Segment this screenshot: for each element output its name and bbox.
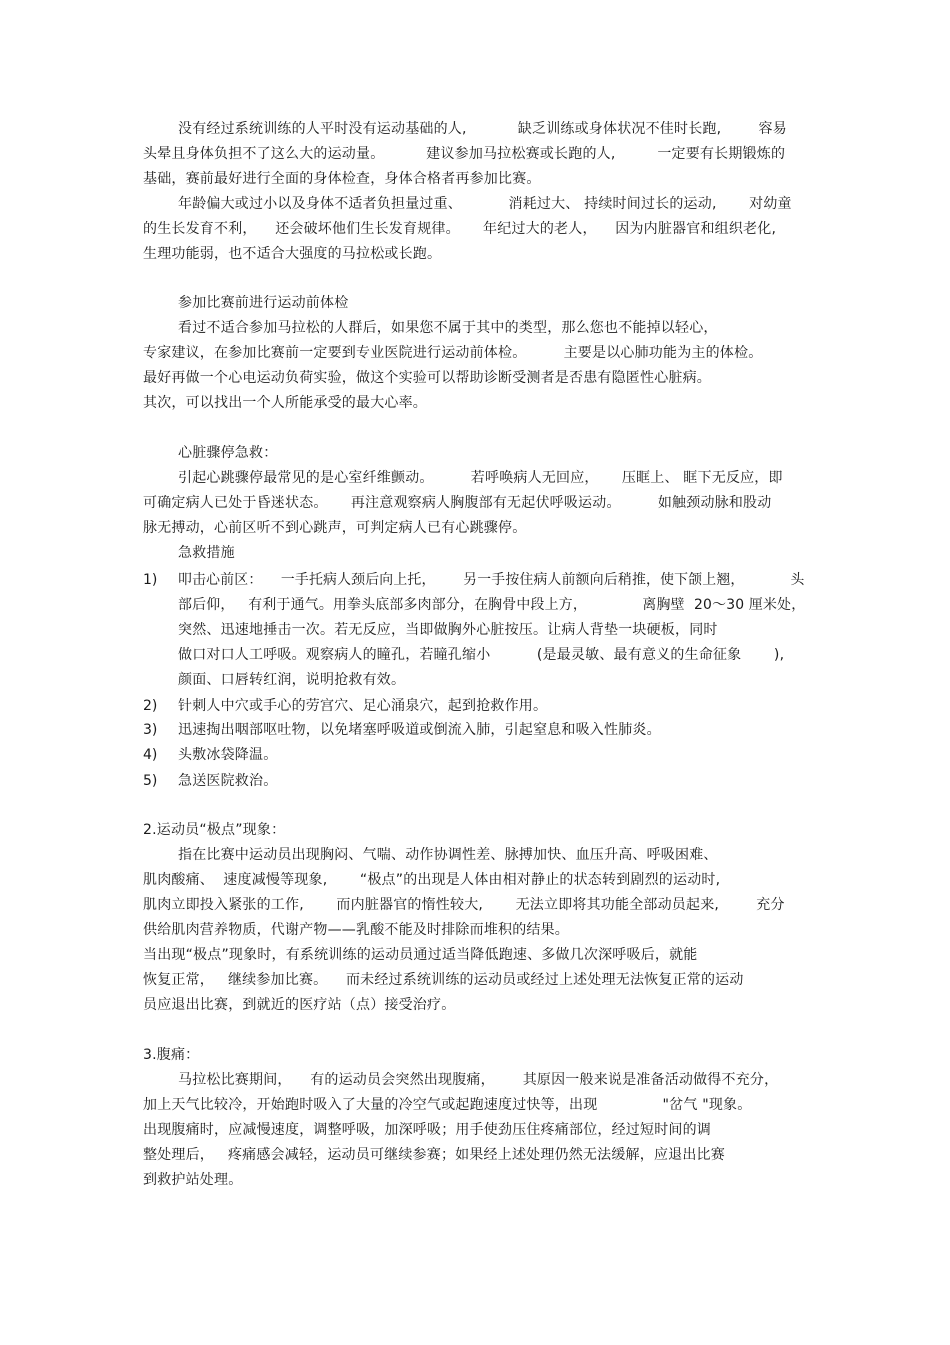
- text-line: 脉无搏动，心前区听不到心跳声，可判定病人已有心跳骤停。: [143, 520, 527, 536]
- text-line: 整处理后， 疼痛感会减轻，运动员可继续参赛；如果经上述处理仍然无法缓解，应退出比赛: [143, 1147, 725, 1163]
- text-line: 做口对口人工呼吸。观察病人的瞳孔，若瞳孔缩小 (是最灵敏、最有意义的生命征象 ),: [178, 647, 785, 663]
- text-line: 迅速掏出咽部呕吐物，以免堵塞呼吸道或倒流入肺，引起窒息和吸入性肺炎。: [178, 722, 661, 738]
- text-line: 的生长发育不利， 还会破坏他们生长发育规律。 年纪过大的老人， 因为内脏器官和组织老化,: [143, 221, 777, 237]
- section-heading-cardiac-arrest: 心脏骤停急救：: [178, 445, 278, 461]
- text-line: 头晕且身体负担不了这么大的运动量。 建议参加马拉松赛或长跑的人, 一定要有长期锻炼的: [143, 146, 786, 162]
- subheading-emergency-measures: 急救措施: [178, 545, 235, 561]
- text-line: 急送医院救治。: [178, 773, 278, 789]
- text-line: 当出现“极点”现象时，有系统训练的运动员通过适当降低跑速、多做几次深呼吸后，就能: [143, 947, 698, 963]
- text-line: 员应退出比赛，到就近的医疗站（点）接受治疗。: [143, 997, 456, 1013]
- text-line: 其次，可以找出一个人所能承受的最大心率。: [143, 395, 427, 411]
- section-heading-dead-point: 2.运动员“极点”现象：: [143, 822, 286, 838]
- text-line: 颜面、口唇转红润，说明抢救有效。: [178, 672, 406, 688]
- list-number: 5): [143, 773, 158, 789]
- text-line: 叩击心前区： 一手托病人颈后向上托， 另一手按住病人前额向后稍推，使下颌上翘， 头: [178, 572, 805, 588]
- text-line: 可确定病人已处于昏迷状态。 再注意观察病人胸腹部有无起伏呼吸运动。 如触颈动脉和股动: [143, 495, 772, 511]
- text-line: 突然、迅速地捶击一次。若无反应，当即做胸外心脏按压。让病人背垫一块硬板，同时: [178, 622, 718, 638]
- text-line: 到救护站处理。: [143, 1172, 243, 1188]
- text-line: 专家建议，在参加比赛前一定要到专业医院进行运动前体检。 主要是以心肺功能为主的体检。: [143, 345, 763, 361]
- text-line: 出现腹痛时，应减慢速度，调整呼吸，加深呼吸；用手使劲压住疼痛部位，经过短时间的调: [143, 1122, 711, 1138]
- text-line: 头敷冰袋降温。: [178, 747, 278, 763]
- list-number: 2): [143, 698, 158, 714]
- text-line: 马拉松比赛期间， 有的运动员会突然出现腹痛， 其原因一般来说是准备活动做得不充分，: [178, 1072, 779, 1088]
- list-number: 1): [143, 572, 158, 588]
- text-line: 部后仰， 有利于通气。用拳头底部多肉部分，在胸骨中段上方， 离胸壁 20～30 厘米处，: [178, 597, 806, 613]
- section-heading-abdominal-pain: 3.腹痛：: [143, 1047, 200, 1063]
- text-line: 没有经过系统训练的人平时没有运动基础的人, 缺乏训练或身体状况不佳时长跑, 容易: [178, 121, 787, 137]
- text-line: 加上天气比较冷，开始跑时吸入了大量的冷空气或起跑速度过快等，出现 "岔气 "现象。: [143, 1097, 752, 1113]
- text-line: 针刺人中穴或手心的劳宫穴、足心涌泉穴，起到抢救作用。: [178, 698, 548, 714]
- list-number: 3): [143, 722, 158, 738]
- text-line: 恢复正常， 继续参加比赛。 而未经过系统训练的运动员或经过上述处理无法恢复正常的运动: [143, 972, 744, 988]
- text-line: 指在比赛中运动员出现胸闷、气喘、动作协调性差、脉搏加快、血压升高、呼吸困难、: [178, 847, 718, 863]
- text-line: 基础，赛前最好进行全面的身体检查，身体合格者再参加比赛。: [143, 171, 541, 187]
- text-line: 引起心跳骤停最常见的是心室纤维颤动。 若呼唤病人无回应， 压眶上、 眶下无反应，即: [178, 470, 783, 486]
- text-line: 最好再做一个心电运动负荷实验，做这个实验可以帮助诊断受测者是否患有隐匿性心脏病。: [143, 370, 711, 386]
- section-heading-physical-exam: 参加比赛前进行运动前体检: [178, 295, 349, 311]
- text-line: 供给肌肉营养物质，代谢产物——乳酸不能及时排除而堆积的结果。: [143, 922, 569, 938]
- text-line: 肌肉酸痛、 速度减慢等现象, “极点”的出现是人体由相对静止的状态转到剧烈的运动时,: [143, 872, 721, 888]
- list-number: 4): [143, 747, 158, 763]
- text-line: 生理功能弱，也不适合大强度的马拉松或长跑。: [143, 246, 442, 262]
- text-line: 看过不适合参加马拉松的人群后，如果您不属于其中的类型，那么您也不能掉以轻心，: [178, 320, 718, 336]
- text-line: 肌肉立即投入紧张的工作, 而内脏器官的惰性较大, 无法立即将其功能全部动员起来, 充分: [143, 897, 785, 913]
- text-line: 年龄偏大或过小以及身体不适者负担量过重、 消耗过大、 持续时间过长的运动, 对幼童: [178, 196, 792, 212]
